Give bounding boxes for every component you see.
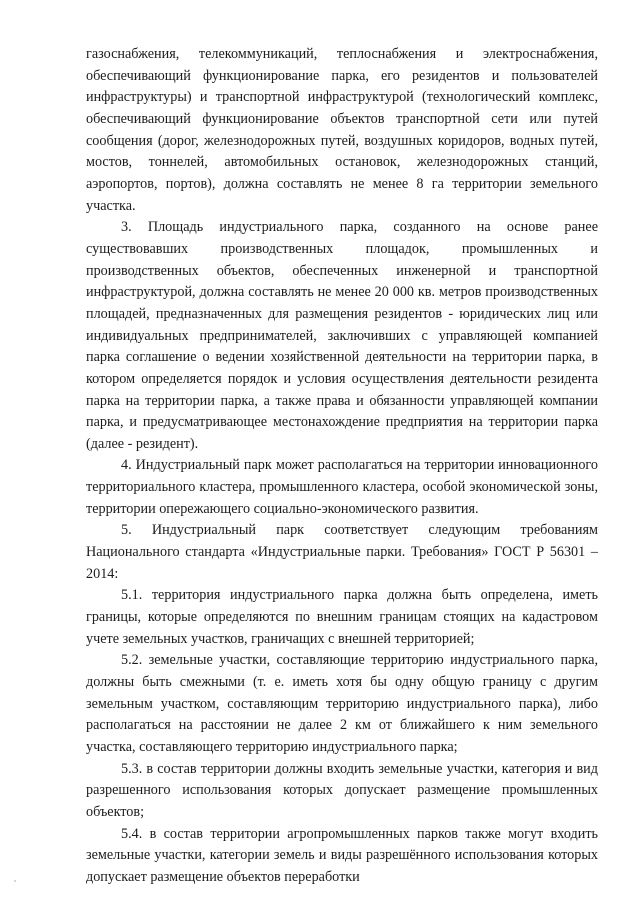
paragraph-5-4: 5.4. в состав территории агропромышленных парков также могут входить земельные участки, категории земель и виды разрешённого использования которых допускает размещение объектов переработки: [86, 825, 598, 885]
paragraph-5-2: 5.2. земельные участки, составляющие территорию индустриального парка, должны быть смежными (т. е. иметь хотя бы одну общую границу с другим земельным участком, составляющим территорию индустриального парка), либо располагаться на расстоянии не далее 2 км от ближайшего к ним земельного участка, составляющего территорию индустриального парка;: [86, 652, 598, 755]
paragraph-4: 4. Индустриальный парк может располагаться на территории инновационного территориального кластера, промышленного кластера, особой экономической зоны, территории опережающего социально-экономического развития.: [86, 457, 598, 517]
scan-dot: [14, 880, 16, 882]
paragraph-5-3: 5.3. в состав территории должны входить земельные участки, категория и вид разрешенного использования которых допускает размещение промышленных объектов;: [86, 760, 598, 820]
paragraph-5-1: 5.1. территория индустриального парка должна быть определена, иметь границы, которые определяются по внешним границам стоящих на кадастровом учете земельных участков, граничащих с внешней территорией;: [86, 587, 598, 647]
paragraph-5: 5. Индустриальный парк соответствует следующим требованиям Национального стандарта «Индустриальные парки. Требования» ГОСТ Р 56301 – 2014:: [86, 522, 598, 582]
paragraph-3: 3. Площадь индустриального парка, созданного на основе ранее существовавших производственных площадок, промышленных и производственных объектов, обеспеченных инженерной и транспортной инфраструктурой, должна составлять не менее 20 000 кв. метров производственных площадей, предназначенных для размещения резидентов - юридических лиц или индивидуальных предпринимателей, заключивших с управляющей компанией парка соглашение о ведении хозяйственной деятельности на территории парка, в котором определяется порядок и условия осуществления деятельности резидента парка на территории парка, а также права и обязанности управляющей компании парка, и предусматривающее местонахождение предприятия на территории парка (далее - резидент).: [86, 219, 598, 452]
document-body: [86, 44, 598, 889]
paragraph-continued: газоснабжения, телекоммуникаций, теплоснабжения и электроснабжения, обеспечивающий функционирование парка, его резидентов и пользователей инфраструктуры) и транспортной инфраструктурой (технологический комплекс, обеспечивающий функционирование объектов транспортной сети или путей сообщения (дорог, железнодорожных путей, воздушных коридоров, водных путей, мостов, тоннелей, автомобильных остановок, железнодорожных станций, аэропортов, портов), должна составлять не менее 8 га территории земельного участка.: [86, 46, 598, 214]
